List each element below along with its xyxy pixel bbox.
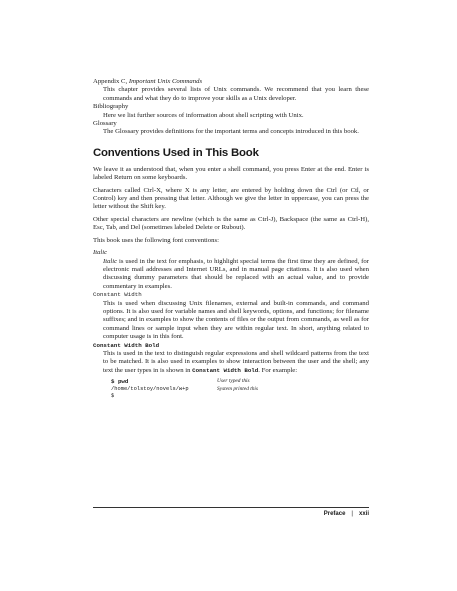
paragraph-ctrl: Characters called Ctrl-X, where X is any letter, are entered by holding down the Ctrl (or Ctl, or Control) key and then pressing that letter. Although we give the letter in uppercase, you can press the letter without the Shift key. <box>93 186 369 211</box>
page-body <box>93 78 369 400</box>
appendix-term: Appendix C, Important Unix Commands <box>93 78 203 85</box>
glossary-term: Glossary <box>93 120 117 128</box>
paragraph-enter: We leave it as understood that, when you enter a shell command, you press Enter at the end. Enter is labeled Return on some keyboards. <box>93 165 369 182</box>
constant-width-bold-desc: This is used in the text to distinguish regular expressions and shell wildcard patterns from the text to be matched. It is also used in examples to show interaction between the user and the shell; any text the user types in is shown in Constant Width Bold. For example: <box>103 349 369 374</box>
page-number: xxii <box>358 511 369 517</box>
glossary-desc: The Glossary provides definitions for the important terms and concepts introduced in this book. <box>103 128 359 136</box>
constant-width-term: Constant Width <box>93 291 142 299</box>
footer-section: Preface <box>323 511 346 517</box>
italic-desc: Italic is used in the text for emphasis, to highlight special terms the first time they are defined, for electronic mail addresses and Internet URLs, and in manual page citations. It is also used when discussing dummy parameters that should be replaced with an actual value, and to provide commentary in examples. <box>103 257 369 290</box>
paragraph-font-conventions: This book uses the following font conventions: <box>93 236 219 244</box>
constant-width-bold-term: Constant Width Bold <box>93 341 160 349</box>
appendix-desc: This chapter provides several lists of Unix commands. We recommend that you learn these commands and what they do to improve your skills as a Unix developer. <box>103 86 369 102</box>
code-line-1: $ pwd <box>111 378 129 386</box>
section-heading: Conventions Used in This Book <box>93 146 259 159</box>
bibliography-desc: Here we list further sources of information about shell scripting with Unix. <box>103 111 304 119</box>
code-note-1: User typed this <box>217 378 250 385</box>
paragraph-special-chars: Other special characters are newline (which is the same as Ctrl-J), Backspace (the same as Ctrl-H), Esc, Tab, and Del (sometimes labeled Delete or Rubout). <box>93 215 369 232</box>
footer-separator: | <box>351 511 353 517</box>
code-note-2: System printed this <box>217 385 259 392</box>
page-footer <box>93 507 369 517</box>
constant-width-desc: This is used when discussing Unix filenames, external and built-in commands, and command options. It is also used for variable names and shell keywords, options, and functions; for filename suffixes; and in examples to show the contents of files or the output from commands, as well as for command lines or sample input when they are within regular text. In short, anything related to computer usage is in this font. <box>103 299 369 341</box>
code-line-3: $ <box>111 393 115 399</box>
code-example <box>111 378 369 400</box>
code-line-2: /home/tolstoy/novels/w+p <box>111 385 189 392</box>
bibliography-term: Bibliography <box>93 103 129 111</box>
italic-term: Italic <box>93 249 108 257</box>
